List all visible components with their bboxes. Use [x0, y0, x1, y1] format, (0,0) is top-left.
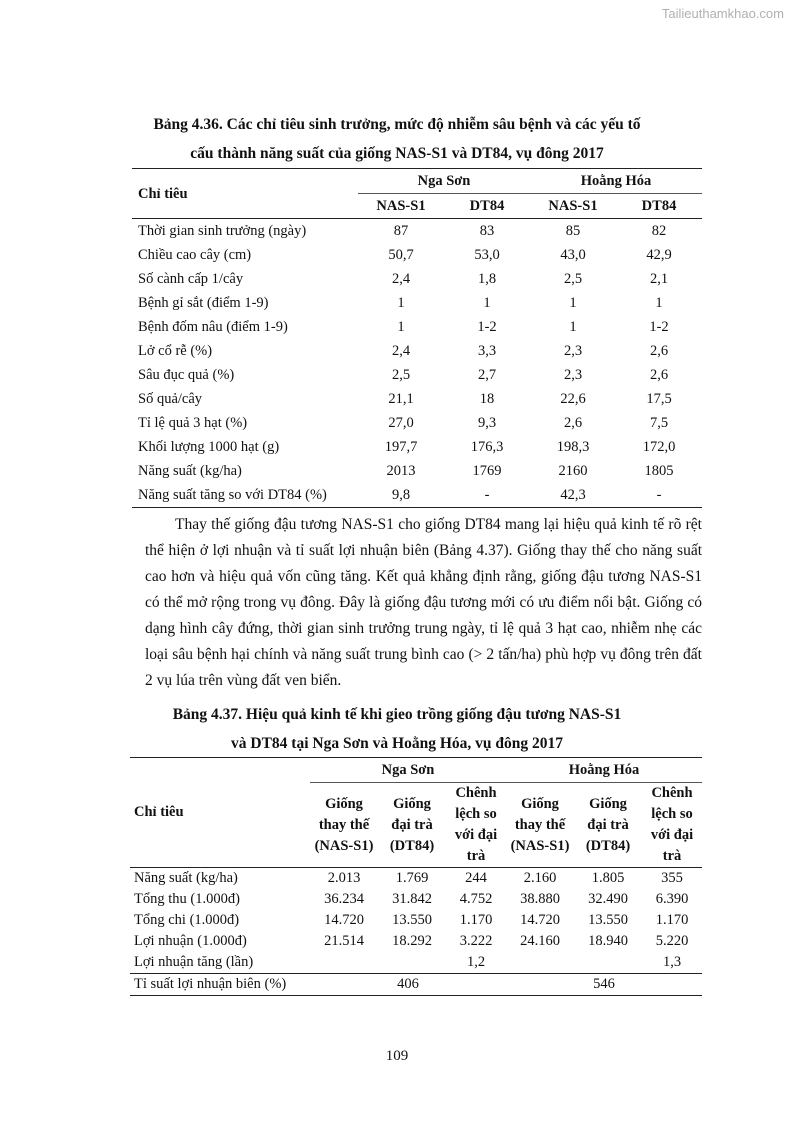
subheader-giong-dai-tra: Giống đại trà (DT84) [389, 795, 435, 854]
table-row [132, 387, 702, 411]
row-label: Số cành cấp 1/cây [138, 271, 244, 287]
cell: 85 [565, 223, 581, 239]
cell: 2,3 [563, 343, 583, 359]
cell: 1805 [644, 463, 674, 479]
cell: 176,3 [470, 439, 504, 455]
table-4-36-caption [120, 110, 674, 168]
cell: 18 [479, 391, 495, 407]
cell: 43,0 [560, 247, 586, 263]
cell: 1 [483, 295, 491, 311]
cell: 82 [651, 223, 667, 239]
row-label: Khối lượng 1000 hạt (g) [138, 439, 280, 455]
cell: 1 [397, 295, 405, 311]
table-row [132, 459, 702, 483]
cell: 1,2 [466, 954, 486, 970]
row-label: Năng suất (kg/ha) [138, 463, 242, 479]
cell: 2,6 [563, 415, 583, 431]
cell: 21.514 [324, 933, 364, 949]
cell: 2,5 [563, 271, 583, 287]
row-label: Sâu đục quả (%) [138, 367, 235, 383]
cell: 13.550 [588, 912, 628, 928]
cell: 2,6 [649, 367, 669, 383]
cell [310, 952, 378, 974]
table-4-37-caption [120, 700, 674, 758]
header-nga-son: Nga Sơn [358, 169, 530, 194]
cell: 13.550 [392, 912, 432, 928]
header-nga-son: Nga Sơn [310, 758, 506, 783]
cell: 1,3 [662, 954, 682, 970]
table-row [132, 267, 702, 291]
subheader-chenh-lech: Chênh lệch so với đại trà [454, 785, 498, 864]
cell: 24.160 [520, 933, 560, 949]
cell: 83 [479, 223, 495, 239]
cell: 9,3 [477, 415, 497, 431]
table-row [130, 931, 702, 952]
cell: 244 [465, 870, 487, 886]
page-number: 109 [385, 1048, 409, 1064]
cell: 172,0 [642, 439, 676, 455]
cell: 21,1 [388, 391, 414, 407]
cell [378, 952, 446, 974]
row-label: Tỉ lệ quả 3 hạt (%) [138, 415, 248, 431]
subheader-giong-thay-the: Giống thay thế (NAS-S1) [510, 795, 570, 854]
table-row [132, 315, 702, 339]
subheader-chenh-lech: Chênh lệch so với đại trà [650, 785, 694, 864]
cell: 198,3 [556, 439, 590, 455]
row-label: Năng suất (kg/ha) [134, 870, 238, 886]
table-row [130, 868, 702, 890]
cell: 50,7 [388, 247, 414, 263]
table-row [130, 910, 702, 931]
cell: - [656, 487, 662, 503]
cell: 31.842 [392, 891, 432, 907]
header-hoang-hoa: Hoằng Hóa [530, 169, 702, 194]
cell: 1 [655, 295, 663, 311]
cell: 1769 [472, 463, 502, 479]
cell: 7,5 [649, 415, 669, 431]
table-4-36 [132, 168, 702, 508]
cell: 546 [593, 976, 615, 992]
cell: 197,7 [384, 439, 418, 455]
cell: 1.805 [591, 870, 625, 886]
table-row [132, 243, 702, 267]
cell: 87 [393, 223, 409, 239]
cell: 5.220 [655, 933, 689, 949]
row-label: Năng suất tăng so với DT84 (%) [138, 487, 327, 503]
row-label: Số quả/cây [138, 391, 203, 407]
cell: 2013 [386, 463, 416, 479]
cell: 42,3 [560, 487, 586, 503]
subheader: DT84 [641, 198, 677, 214]
table-row [132, 483, 702, 508]
subheader: NAS-S1 [548, 198, 598, 214]
header-chi-tieu: Chỉ tiêu [130, 758, 310, 868]
cell: 2.013 [327, 870, 361, 886]
cell: 27,0 [388, 415, 414, 431]
cell: 1-2 [477, 319, 497, 335]
subheader: NAS-S1 [376, 198, 426, 214]
cell: 38.880 [520, 891, 560, 907]
watermark: Tailieuthamkhao.com [661, 6, 784, 21]
cell: 18.940 [588, 933, 628, 949]
table-row [130, 974, 702, 996]
cell: 53,0 [474, 247, 500, 263]
table-row [132, 435, 702, 459]
table-row [130, 952, 702, 974]
cell: - [484, 487, 490, 503]
caption-line: Bảng 4.36. Các chỉ tiêu sinh trưởng, mức độ nhiễm sâu bệnh và các yếu tố [153, 116, 641, 133]
caption-line: và DT84 tại Nga Sơn và Hoằng Hóa, vụ đông 2017 [231, 735, 563, 752]
subheader: DT84 [469, 198, 505, 214]
table-row [130, 889, 702, 910]
row-label: Bệnh đốm nâu (điểm 1-9) [138, 319, 288, 335]
cell [506, 952, 574, 974]
cell: 22,6 [560, 391, 586, 407]
cell: 2.160 [523, 870, 557, 886]
header-hoang-hoa: Hoằng Hóa [506, 758, 702, 783]
row-label: Thời gian sinh trưởng (ngày) [138, 223, 307, 239]
caption-line: cấu thành năng suất của giống NAS-S1 và DT84, vụ đông 2017 [190, 145, 604, 162]
table-row [132, 339, 702, 363]
cell: 36.234 [324, 891, 364, 907]
subheader-giong-thay-the: Giống thay thế (NAS-S1) [314, 795, 374, 854]
cell: 2160 [558, 463, 588, 479]
cell: 1 [397, 319, 405, 335]
row-label: Lợi nhuận (1.000đ) [134, 933, 247, 949]
cell: 1.170 [655, 912, 689, 928]
cell: 6.390 [655, 891, 689, 907]
subheader-giong-dai-tra: Giống đại trà (DT84) [585, 795, 631, 854]
cell: 3.222 [459, 933, 493, 949]
cell: 2,6 [649, 343, 669, 359]
cell: 2,4 [391, 271, 411, 287]
row-label: Chiều cao cây (cm) [138, 247, 252, 263]
row-label: Tổng thu (1.000đ) [134, 891, 240, 907]
cell: 9,8 [391, 487, 411, 503]
row-label: Lở cổ rễ (%) [138, 343, 213, 359]
body-paragraph [145, 512, 702, 694]
cell: 14.720 [520, 912, 560, 928]
cell: 1.769 [395, 870, 429, 886]
cell: 42,9 [646, 247, 672, 263]
table-row [132, 219, 702, 244]
cell: 406 [397, 976, 419, 992]
table-4-37 [130, 757, 702, 996]
cell: 17,5 [646, 391, 672, 407]
cell: 4.752 [459, 891, 493, 907]
cell: 1 [569, 295, 577, 311]
cell: 2,5 [391, 367, 411, 383]
cell: 1,8 [477, 271, 497, 287]
cell: 3,3 [477, 343, 497, 359]
row-label: Lợi nhuận tăng (lần) [134, 954, 254, 970]
caption-line: Bảng 4.37. Hiệu quả kinh tế khi gieo trồng giống đậu tương NAS-S1 [172, 706, 622, 723]
cell: 1-2 [649, 319, 669, 335]
table-row [132, 291, 702, 315]
cell: 1.170 [459, 912, 493, 928]
cell: 2,1 [649, 271, 669, 287]
row-label: Bệnh gỉ sắt (điểm 1-9) [138, 295, 269, 311]
row-label: Tổng chi (1.000đ) [134, 912, 240, 928]
row-label: Tỉ suất lợi nhuận biên (%) [134, 976, 287, 992]
header-chi-tieu: Chỉ tiêu [132, 169, 358, 219]
cell: 2,7 [477, 367, 497, 383]
cell: 32.490 [588, 891, 628, 907]
cell: 355 [661, 870, 683, 886]
table-row [132, 363, 702, 387]
cell: 2,3 [563, 367, 583, 383]
cell: 2,4 [391, 343, 411, 359]
cell: 14.720 [324, 912, 364, 928]
cell [574, 952, 642, 974]
paragraph-text: Thay thế giống đậu tương NAS-S1 cho giống DT84 mang lại hiệu quả kinh tế rõ rệt thể hiện ở lợi nhuận và tỉ suất lợi nhuận biên (Bảng 4.37). Giống thay thế cho năng suất cao hơn và hiệu quả vốn cũng tăng. Kết quả khẳng định rằng, giống đậu tương NAS-S1 có thể mở rộng trong vụ đông. Đây là giống đậu tương mới có ưu điểm nổi bật. Giống có dạng hình cây đứng, thời gian sinh trưởng trung ngày, tỉ lệ quả 3 hạt cao, nhiễm nhẹ các loại sâu bệnh hại chính và năng suất trung bình cao (> 2 tấn/ha) phù hợp vụ đông trên đất 2 vụ lúa trên vùng đất ven biển. [145, 516, 702, 689]
cell: 18.292 [392, 933, 432, 949]
table-row [132, 411, 702, 435]
cell: 1 [569, 319, 577, 335]
